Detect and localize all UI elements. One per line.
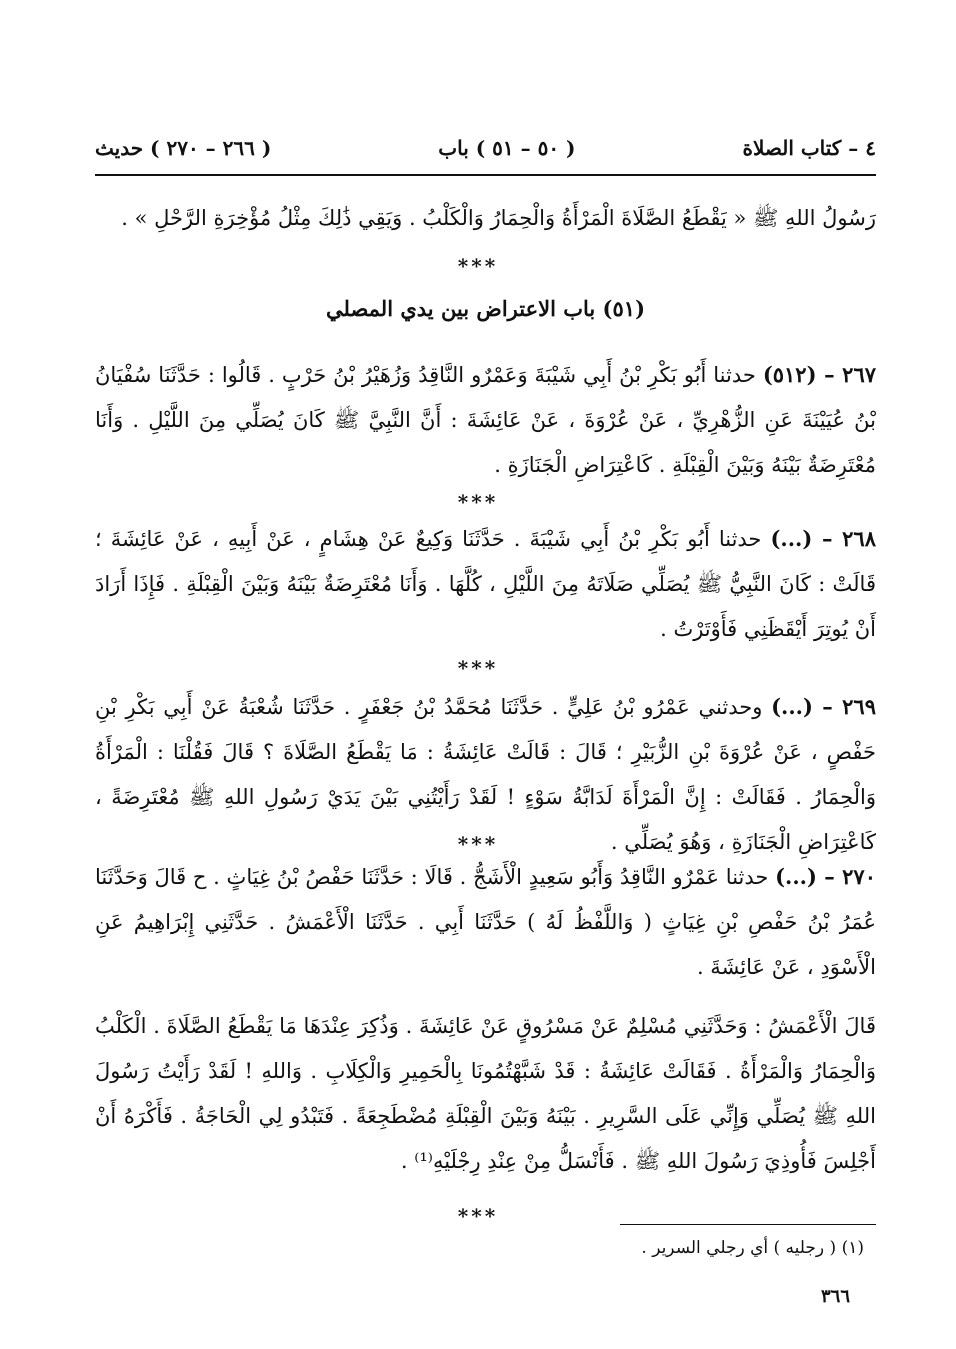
hadith-number: ٢٦٧ – (٥١٢) — [762, 362, 877, 387]
hadith-text: حدثنا أَبُو بَكْرِ بْنُ أَبِي شَيْبَةَ وَعَمْرٌو النَّاقِدُ وَزُهَيْرُ بْنُ حَرْبٍ . قَالُوا : حَدَّثَنَا سُفْيَانُ بْنُ عُيَيْنَةَ عَنِ الزُّهْرِيِّ ، عَنْ عُرْوَةَ ، عَنْ عَائِشَةَ : أَنَّ النَّبِيَّ ﷺ كَانَ يُصَلِّي مِنَ اللَّيْلِ . وَأَنَا مُعْتَرِضَةٌ بَيْنَهُ وَبَيْنَ الْقِبْلَةِ . كَاعْتِرَاضِ الْجَنَازَةِ . — [95, 363, 876, 477]
chapter-heading: (٥١) باب الاعتراض بين يدي المصلي — [325, 296, 645, 321]
hadith-text: حدثنا أَبُو بَكْرِ بْنُ أَبِي شَيْبَةَ . حَدَّثَنَا وَكِيعٌ عَنْ هِشَامٍ ، عَنْ أَبِيهِ ، عَنْ عَائِشَةَ ؛ قَالَتْ : كَانَ النَّبِيُّ ﷺ يُصَلِّي صَلَاتَهُ مِنَ اللَّيْلِ ، كُلَّهَا . وَأَنَا مُعْتَرِضَةٌ بَيْنَهُ وَبَيْنَ الْقِبْلَةِ . فَإِذَا أَرَادَ أَنْ يُوتِرَ أَيْقَظَنِي فَأَوْتَرْتُ . — [95, 527, 876, 641]
separator-stars: *** — [457, 490, 499, 514]
hadith-number: ٢٦٨ – (...) — [770, 526, 876, 551]
hadith-270 — [95, 854, 876, 990]
separator-stars: *** — [457, 254, 499, 278]
bab-range: ( ٥٠ – ٥١ ) باب — [438, 136, 576, 160]
continuation-text: رَسُولُ اللهِ ﷺ « يَقْطَعُ الصَّلَاةَ الْمَرْأَةُ وَالْحِمَارُ وَالْكَلْبُ . وَيَقِي ذَٰلِكَ مِثْلُ مُؤْخِرَةِ الرَّحْلِ » . — [121, 206, 876, 230]
final-paragraph: قَالَ الْأَعْمَشُ : وَحَدَّثَنِي مُسْلِمٌ عَنْ مَسْرُوقٍ عَنْ عَائِشَةَ . وَذُكِرَ عِنْدَهَا مَا يَقْطَعُ الصَّلَاةَ . الْكَلْبُ وَالْحِمَارُ وَالْمَرْأَةُ . فَقَالَتْ عَائِشَةُ : قَدْ شَبَّهْتُمُونَا بِالْحَمِيرِ وَالْكِلَابِ . وَاللهِ ! لَقَدْ رَأَيْتُ رَسُولَ اللهِ ﷺ يُصَلِّي وَإِنِّي عَلَى السَّرِيرِ . بَيْنَهُ وَبَيْنَ الْقِبْلَةِ مُضْطَجِعَةً . فَتَبْدُو لِي الْحَاجَةُ . فَأَكْرَهُ أَنْ أَجْلِسَ فَأُوذِيَ رَسُولَ اللهِ ﷺ . فَأَنْسَلُّ مِنْ عِنْدِ رِجْلَيْهِ⁽¹⁾ . — [95, 1014, 876, 1173]
header-rule — [95, 174, 876, 176]
hadith-268 — [95, 516, 876, 652]
separator-stars: *** — [457, 832, 499, 856]
hadith-number: ٢٧٠ – (...) — [775, 864, 876, 889]
hadith-text: حدثنا عَمْرٌو النَّاقِدُ وَأَبُو سَعِيدٍ الْأَشَجُّ . قَالَا : حَدَّثَنَا حَفْصُ بْنُ غِيَاثٍ . ح قَالَ وَحَدَّثَنَا عُمَرُ بْنُ حَفْصِ بْنِ غِيَاثٍ ( وَاللَّفْظُ لَهُ ) حَدَّثَنَا أَبِي . حَدَّثَنَا الْأَعْمَشُ . حَدَّثَنِي إِبْرَاهِيمُ عَنِ الْأَسْوَدِ ، عَنْ عَائِشَةَ . — [95, 865, 876, 979]
hadith-267 — [95, 352, 876, 488]
running-header — [95, 128, 876, 168]
hadith-text: وحدثني عَمْرُو بْنُ عَلِيٍّ . حَدَّثَنَا مُحَمَّدُ بْنُ جَعْفَرٍ . حَدَّثَنَا شُعْبَةُ عَنْ أَبِي بَكْرِ بْنِ حَفْصٍ ، عَنْ عُرْوَةَ بْنِ الزُّبَيْرِ ؛ قَالَ : قَالَتْ عَائِشَةُ : مَا يَقْطَعُ الصَّلَاةَ ؟ قَالَ فَقُلْنَا : الْمَرْأَةُ وَالْحِمَارُ . فَقَالَتْ : إِنَّ الْمَرْأَةَ لَدَابَّةُ سَوْءٍ ! لَقَدْ رَأَيْتُنِي بَيْنَ يَدَيْ رَسُولِ اللهِ ﷺ مُعْتَرِضَةً ، كَاعْتِرَاضِ الْجَنَازَةِ ، وَهُوَ يُصَلِّي . — [95, 695, 876, 854]
page-number: ٣٦٦ — [820, 1286, 850, 1307]
footnote-rule — [620, 1224, 876, 1225]
book-title: ٤ – كتاب الصلاة — [742, 136, 876, 160]
hadith-number: ٢٦٩ – (...) — [771, 694, 876, 719]
footnote: (١) ( رجليه ) أي رجلي السرير . — [641, 1238, 864, 1258]
hadith-range: ( ٢٦٦ – ٢٧٠ ) حديث — [95, 136, 272, 160]
separator-stars: *** — [457, 656, 499, 680]
separator-stars: *** — [457, 1204, 499, 1228]
